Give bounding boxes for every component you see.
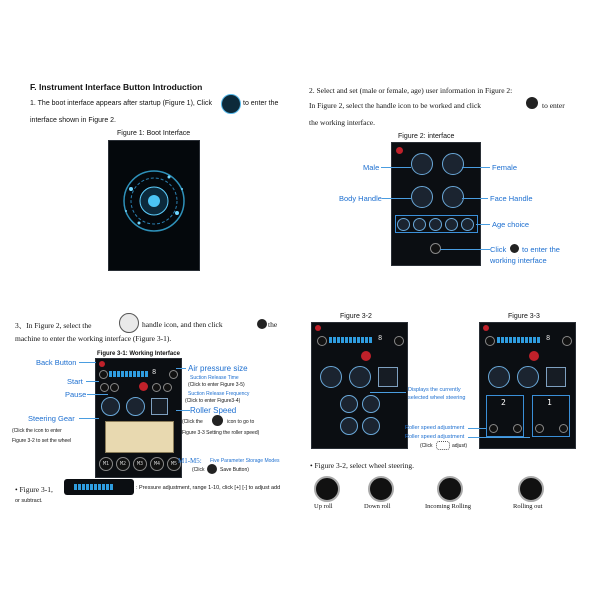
wheel-label: Rolling out (513, 503, 543, 510)
minus-button[interactable] (485, 336, 495, 346)
label-suction-frequency: Suction Release Frequency (188, 391, 250, 397)
bullet-text: : Pressure adjustment, range 1-10, click [+] [-] to adjust add (136, 485, 281, 491)
note: icon to go to (227, 419, 255, 425)
label-start: Start (67, 377, 83, 386)
note: adjust) (452, 443, 468, 449)
minus-button[interactable] (535, 424, 544, 433)
roller-speed-icon[interactable] (517, 366, 539, 388)
start-button[interactable] (100, 383, 109, 392)
section-title: F. Instrument Interface Button Introduction (30, 82, 203, 92)
save-icon[interactable] (546, 367, 566, 387)
label-male: Male (363, 163, 380, 172)
body-handle-icon (119, 313, 139, 333)
label-back-button: Back Button (36, 358, 77, 367)
save-icon[interactable] (151, 398, 168, 415)
callout-line (176, 368, 186, 369)
text-line: In Figure 2, select the handle icon to be worked and click (309, 101, 482, 110)
label-roller-adjustment: Roller speed adjustment (405, 425, 465, 431)
back-button[interactable] (99, 361, 105, 367)
minus-button[interactable] (317, 336, 327, 346)
label-roller-speed: Roller Speed (190, 406, 237, 415)
callout-line (79, 362, 96, 363)
callout-line (370, 392, 406, 393)
callout-line (87, 394, 108, 395)
boot-screen (108, 140, 200, 271)
mode-button-m3[interactable]: M3 (133, 457, 147, 471)
note: Figure 3-2 to set the wheel (12, 438, 72, 444)
callout-line (440, 249, 490, 250)
handle-image (105, 421, 174, 453)
figure-caption: Figure 3-1: Working Interface (97, 351, 180, 357)
up-roll-icon (314, 476, 340, 502)
figure-3-2-screen (311, 322, 408, 449)
roller-speed-panel-left (486, 395, 524, 437)
roller-speed-icon[interactable] (126, 397, 145, 416)
figure-caption: Figure 3-2 (340, 313, 372, 320)
plus-button[interactable] (169, 370, 178, 379)
down-roll-icon (368, 476, 394, 502)
working-interface-screen (95, 358, 182, 478)
wheel-label: Incoming Rolling (425, 503, 472, 510)
time-button[interactable] (152, 383, 161, 392)
text-line: the working interface. (309, 118, 376, 127)
pressure-value: 8 (378, 334, 383, 342)
record-button[interactable] (139, 382, 148, 391)
label-roller-adjustment: Roller speed adjustment (405, 434, 465, 440)
label-click: Click (490, 245, 507, 254)
text-line: machine to enter the working interface (Figure 3-1). (15, 334, 172, 343)
mode-button-m5[interactable]: M5 (167, 457, 181, 471)
figure-2-screen (391, 142, 481, 266)
bullet-text: • Figure 3-2, select wheel steering. (310, 461, 415, 470)
callout-line (462, 167, 490, 168)
pause-button[interactable] (110, 383, 119, 392)
label-female: Female (492, 163, 518, 172)
pressure-value: 8 (152, 368, 157, 376)
label-storage-modes: Five Parameter Storage Modes (210, 458, 280, 464)
text-line: 3、In Figure 2, select the (15, 321, 92, 330)
pressure-bar (109, 371, 149, 377)
label-to-enter: to enter the (522, 245, 560, 254)
rolling-out-icon (518, 476, 544, 502)
pressure-bar-image (64, 479, 134, 495)
frequency-button[interactable] (163, 383, 172, 392)
text-line: 1. The boot interface appears after startup (Figure 1), Click (30, 100, 212, 107)
speed-value: 1 (547, 398, 552, 407)
note: (Click the icon to enter (12, 428, 62, 434)
wheel-label: Up roll (314, 503, 333, 510)
roller-speed-panel-right (532, 395, 570, 437)
label-pause: Pause (65, 390, 87, 399)
pressure-value: 8 (546, 334, 551, 342)
label-selected-wheel: selected wheel steering (408, 395, 466, 401)
text-line: to enter the (243, 100, 279, 107)
save-icon[interactable] (378, 367, 398, 387)
plus-button[interactable] (559, 424, 568, 433)
callout-line (176, 410, 190, 411)
label-age-choice: Age choice (492, 220, 530, 229)
note: (Click (192, 467, 205, 473)
mode-buttons (99, 457, 181, 471)
note: Save Button) (220, 467, 249, 473)
mode-button-m4[interactable]: M4 (150, 457, 164, 471)
text-line: 2. Select and set (male or female, age) user information in Figure 2: (309, 86, 513, 95)
save-icon (207, 464, 217, 474)
rolling-out-icon[interactable] (362, 417, 380, 435)
figure-caption: Figure 1: Boot Interface (117, 130, 191, 137)
minus-button[interactable] (489, 424, 498, 433)
callout-line (382, 198, 411, 199)
label-displays: Displays the currently (408, 387, 461, 393)
note: (Click to enter Figure3-4) (185, 398, 241, 404)
back-button[interactable] (483, 325, 489, 331)
bullet-text: or subtract. (15, 498, 43, 504)
age-choice-box (395, 215, 478, 233)
male-icon[interactable] (411, 153, 433, 175)
roller-icon (212, 415, 223, 426)
figure-3-3-screen (479, 322, 576, 449)
note: (Click to enter Figure 3-5) (188, 382, 245, 388)
handle-icon[interactable] (320, 366, 342, 388)
minus-button[interactable] (99, 370, 108, 379)
label-suction-time: Suction Release Time (190, 375, 239, 381)
callout-line (79, 418, 99, 419)
label-face-handle: Face Handle (490, 194, 533, 203)
female-icon[interactable] (442, 153, 464, 175)
figure-caption: Figure 2: interface (398, 133, 455, 140)
adjust-icon (436, 441, 450, 450)
face-handle-icon[interactable] (442, 186, 464, 208)
mode-button-m2[interactable]: M2 (116, 457, 130, 471)
wheel-steering-icon[interactable] (349, 366, 371, 388)
speed-value: 2 (501, 398, 506, 407)
label-working-interface: working interface (490, 256, 547, 265)
note: Figure 3-3 Setting the roller speed) (182, 430, 260, 436)
callout-line (86, 381, 99, 382)
boot-icon (221, 94, 241, 114)
note: (Click (420, 443, 433, 449)
enter-icon (510, 244, 519, 253)
text-line: handle icon, and then click (142, 320, 223, 329)
plus-button[interactable] (513, 424, 522, 433)
down-roll-icon[interactable] (362, 395, 380, 413)
enter-icon (526, 97, 538, 109)
callout-line (381, 167, 411, 168)
pressure-bar (74, 484, 114, 490)
pressure-bar (329, 337, 373, 343)
text-line: to enter (542, 101, 565, 110)
label-steering-gear: Steering Gear (28, 414, 75, 423)
enter-icon (257, 319, 267, 329)
callout-line (476, 224, 490, 225)
boot-graphic (109, 141, 199, 270)
bullet-text: • Figure 3-1, (15, 485, 53, 494)
steering-gear-icon[interactable] (101, 397, 120, 416)
pressure-bar (497, 337, 541, 343)
wheel-label: Down roll (364, 503, 391, 510)
callout-line (468, 428, 486, 429)
note: (Click the (182, 419, 203, 425)
handle-icon[interactable] (488, 366, 510, 388)
callout-line (462, 198, 488, 199)
text-line: interface shown in Figure 2. (30, 117, 116, 124)
body-handle-icon[interactable] (411, 186, 433, 208)
callout-line (468, 437, 530, 438)
back-button[interactable] (315, 325, 321, 331)
label-air-pressure: Air pressure size (188, 364, 248, 373)
figure-caption: Figure 3-3 (508, 313, 540, 320)
plus-button[interactable] (394, 336, 404, 346)
incoming-rolling-icon[interactable] (340, 417, 358, 435)
up-roll-icon[interactable] (340, 395, 358, 413)
record-button[interactable] (529, 351, 539, 361)
logo-icon (396, 147, 403, 154)
plus-button[interactable] (562, 336, 572, 346)
label-body-handle: Body Handle (339, 194, 382, 203)
text-line: the (268, 320, 278, 329)
mode-button-m1[interactable]: M1 (99, 457, 113, 471)
incoming-rolling-icon (437, 476, 463, 502)
record-button[interactable] (361, 351, 371, 361)
label-m1-m5: M1-M5: (178, 457, 202, 465)
